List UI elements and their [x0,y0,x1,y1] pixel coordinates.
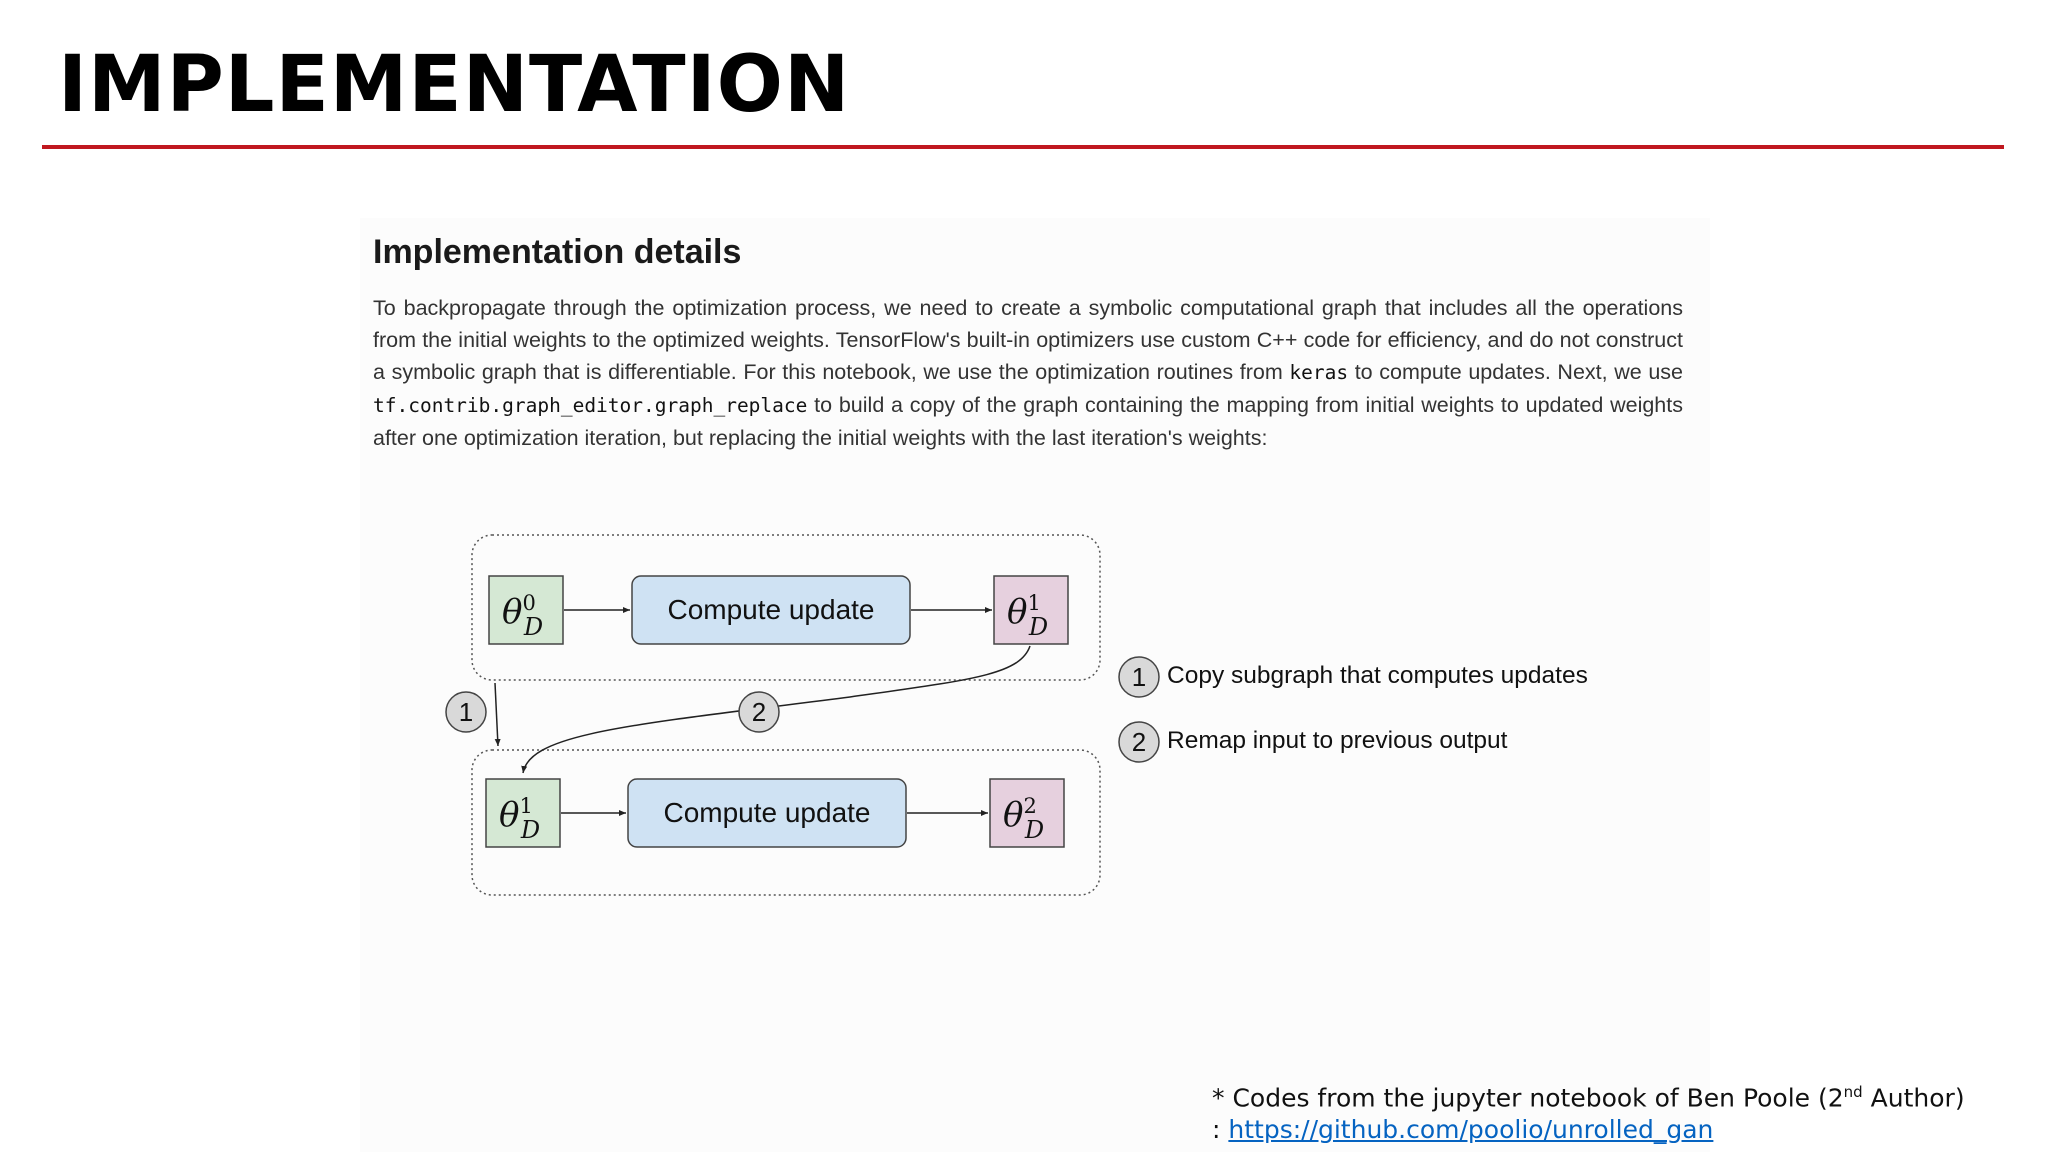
theta-subscript: D [1024,816,1045,844]
legend-1-number: 1 [1131,662,1147,692]
footnote-superscript: nd [1843,1083,1863,1101]
footnote [1212,1076,1965,1146]
code-graph-replace: tf.contrib.graph_editor.graph_replace [373,394,808,417]
theta-symbol: θ [1003,795,1024,835]
theta-subscript: D [1028,613,1049,641]
copy-arrow [495,683,498,746]
paragraph-text-2: to compute updates. Next, we use [1348,360,1684,384]
theta-subscript: D [523,613,544,641]
legend-1-text: Copy subgraph that computes updates [1167,662,1588,689]
code-keras: keras [1289,361,1349,384]
theta-symbol: θ [502,592,523,632]
theta-symbol: θ [499,795,520,835]
marker-1-label: 1 [458,697,474,727]
footnote-suffix: Author) [1862,1083,1965,1113]
github-link[interactable]: https://github.com/poolio/unrolled_gan [1228,1115,1714,1145]
footnote-link-prefix: : [1212,1115,1229,1145]
marker-2-label: 2 [751,697,767,727]
implementation-paragraph [373,292,1683,454]
theta-symbol: θ [1007,592,1028,632]
legend-2-text: Remap input to previous output [1167,727,1508,754]
footnote-prefix: * Codes from the jupyter notebook of Ben Poole (2 [1212,1083,1844,1113]
unrolling-diagram [430,520,1630,900]
paragraph-text-1: To backpropagate through the optimization process, we need to create a symbolic computational graph that includes all the operations from the initial weights to the optimized weights. TensorFlow's built-in optimizers use custom C++ code for efficiency, and do not construct a symbolic graph that is differentiable. For this notebook, we use the optimization routines from [373,296,1683,384]
compute-update-top-label: Compute update [667,594,875,625]
theta-superscript: 2 [1023,794,1037,818]
theta-superscript: 1 [519,794,533,818]
paragraph-text-3: to build a copy of the graph containing the mapping from initial weights to updated weights after one optimization iteration, but replacing the initial weights with the last iteration's weights: [373,393,1683,450]
theta-superscript: 1 [1027,591,1041,615]
theta-subscript: D [520,816,541,844]
legend-2-number: 2 [1131,727,1147,757]
compute-update-bottom-label: Compute update [663,797,871,828]
slide-title: IMPLEMENTATION [58,40,851,130]
theta-superscript: 0 [522,591,536,615]
title-divider [42,145,2004,149]
footnote-line-2 [1212,1114,1965,1146]
footnote-line-1 [1212,1076,1965,1114]
section-heading: Implementation details [373,233,742,271]
